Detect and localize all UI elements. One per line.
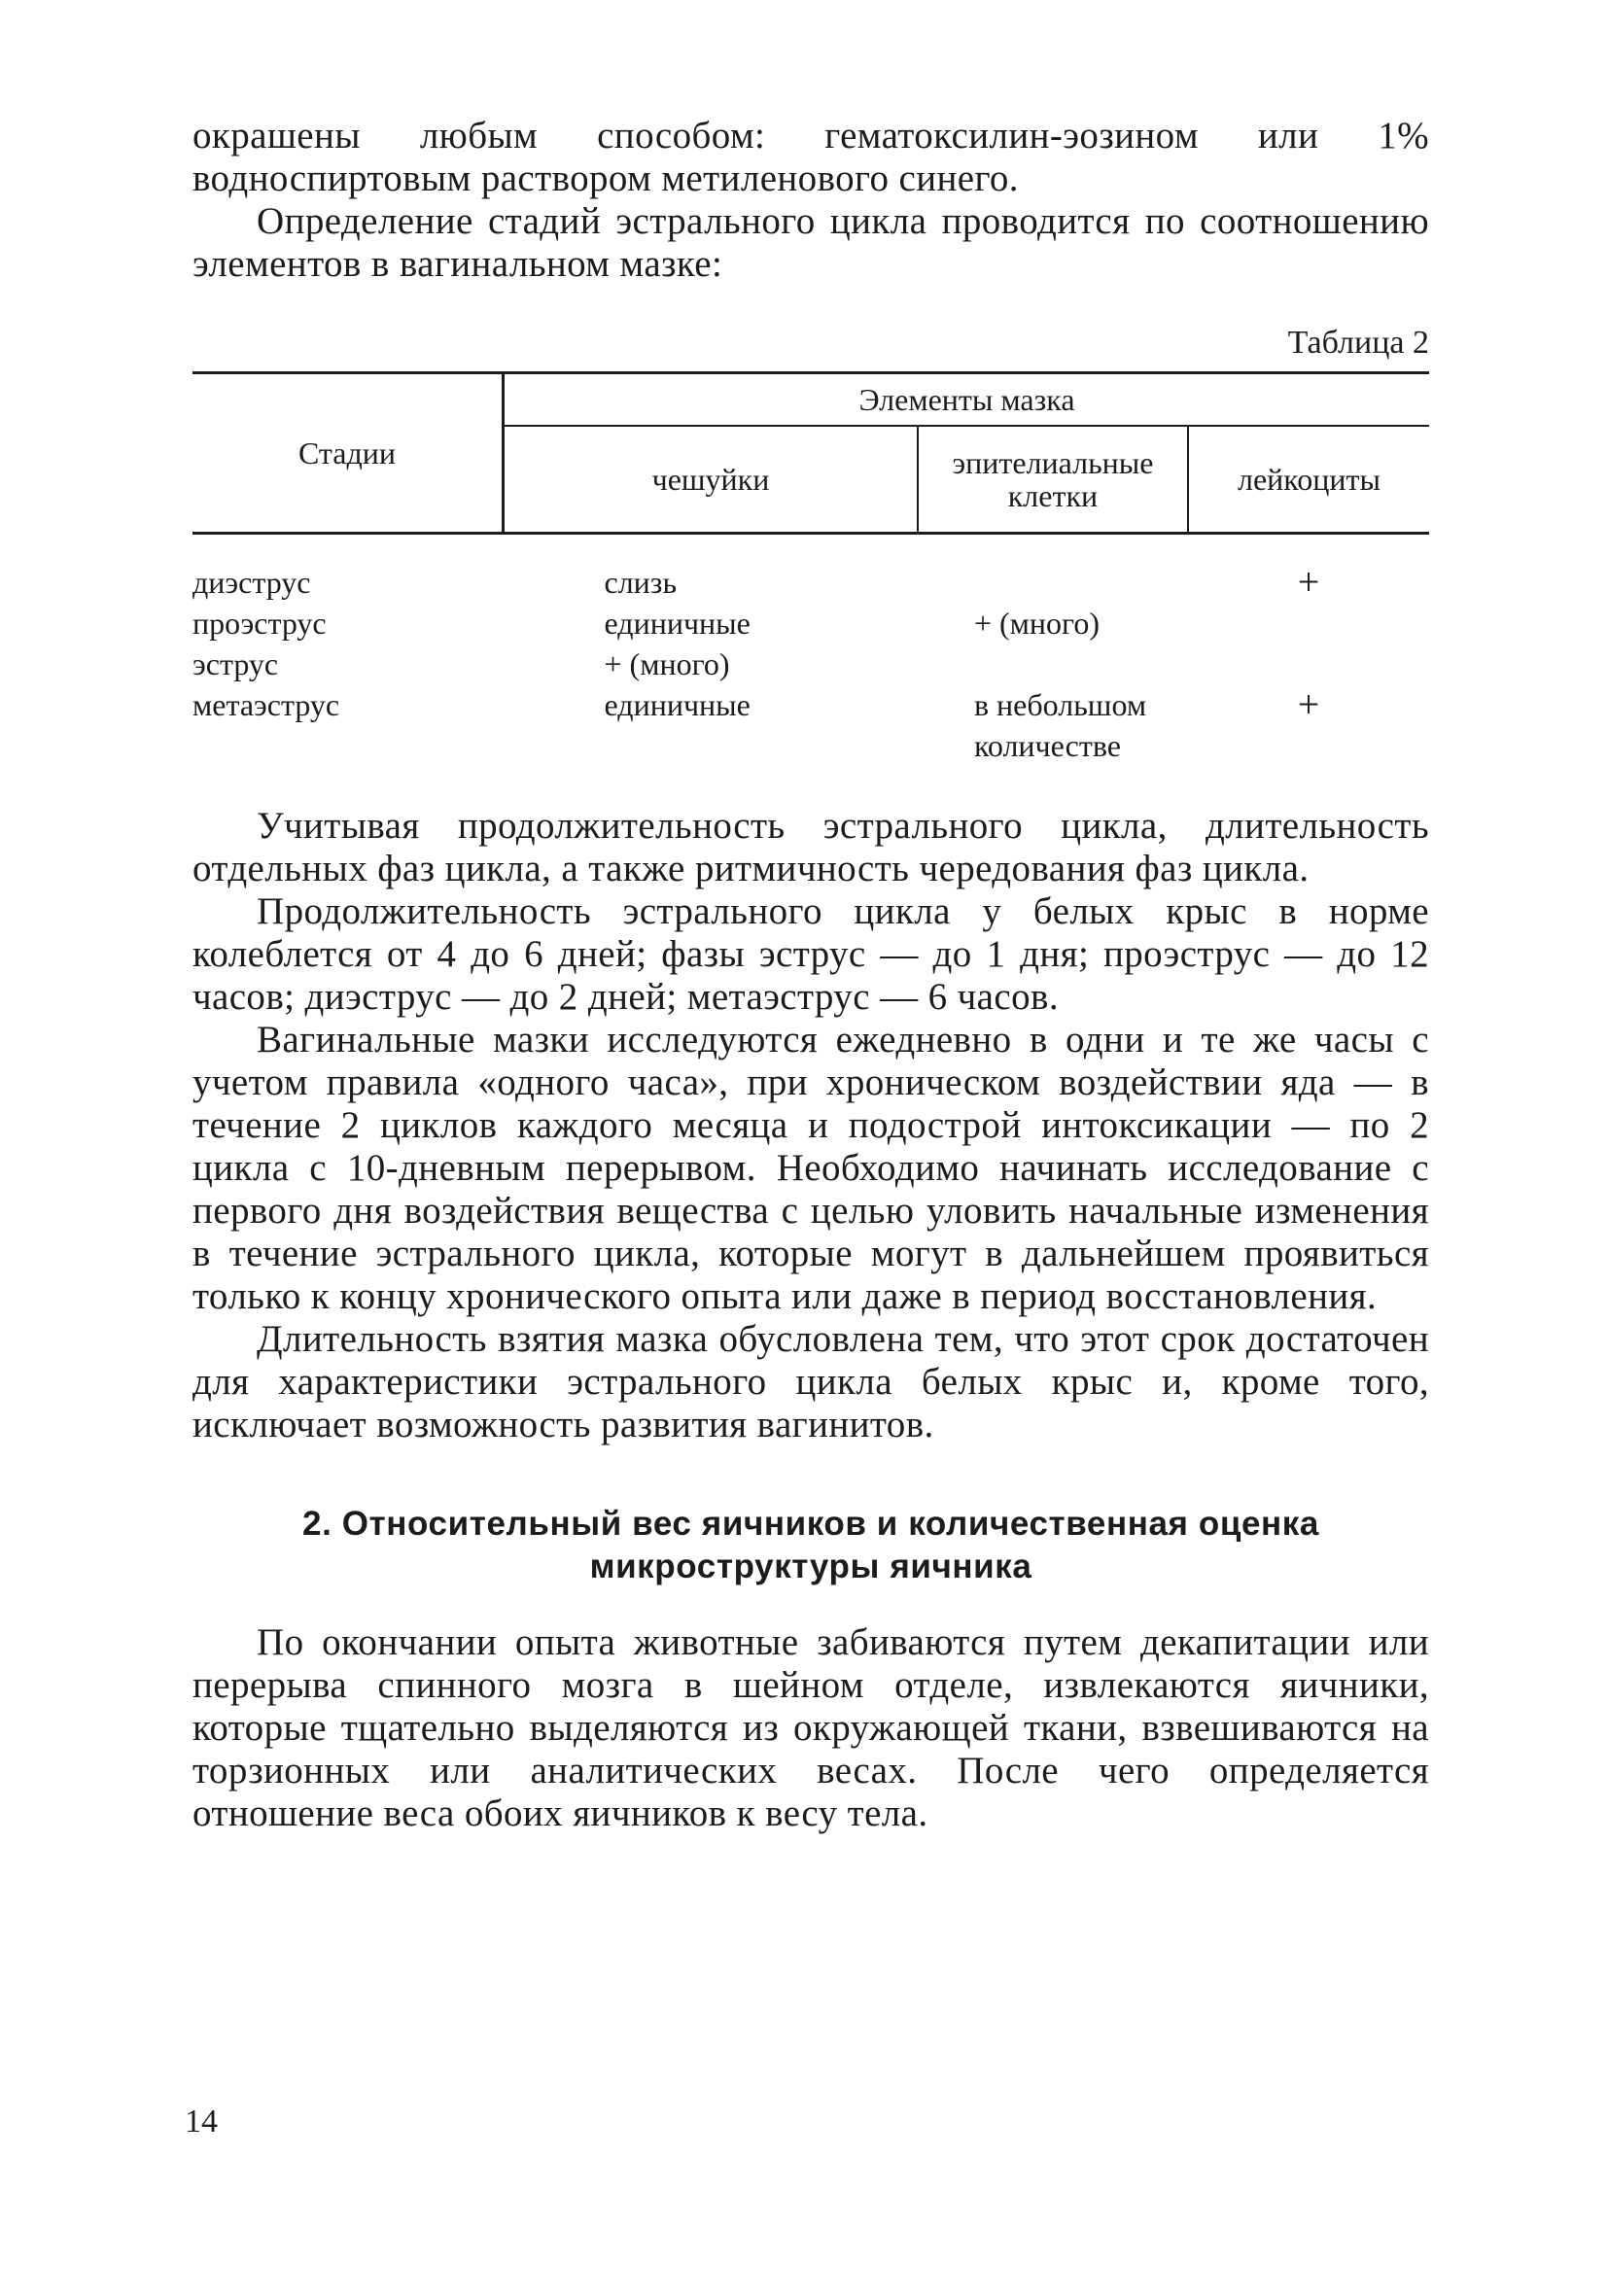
cell-leukocytes: [1188, 644, 1429, 684]
table-row: [192, 603, 1429, 644]
cell-scales: единичные: [604, 606, 751, 641]
estrous-stages-table: [192, 371, 1429, 766]
table-caption: Таблица 2: [1287, 325, 1429, 361]
header-epithelial-cells: эпителиальные клетки: [918, 426, 1188, 534]
section-heading-line-1: 2. Относительный вес яичников и количественная оценка: [302, 1505, 1319, 1543]
paragraph-ovary-extraction: По окончании опыта животные забиваются путем декапитации или перерыва спинного мозга в шейном отделе, извлекаются яичники, которые тщательно выделяются из окружающей ткани, взвешиваются на торзионных или аналитических весах. После чего определяется отношение веса обоих яичников к весу тела.: [192, 1621, 1429, 1834]
cell-leukocytes: +: [1297, 560, 1320, 604]
section-heading-line-2: микроструктуры яичника: [589, 1548, 1032, 1585]
cell-epithelial: в небольшом количестве: [973, 687, 1147, 763]
paragraph-cycle-duration: Продолжительность эстрального цикла у белых крыс в норме колеблется от 4 до 6 дней; фазы эструс — до 1 дня; проэструс — до 12 часов; диэструс — до 2 дней; метаэструс — 6 часов.: [192, 890, 1429, 1018]
cell-stage: метаэструс: [192, 687, 340, 722]
paragraph-staining: окрашены любым способом: гематоксилин-эозином или 1% водноспиртовым раствором метиленового синего.: [192, 115, 1429, 199]
cell-stage: диэструс: [192, 565, 311, 600]
header-stages: Стадии: [192, 373, 504, 534]
table-row: [192, 684, 1429, 766]
header-smear-elements: Элементы мазка: [504, 373, 1430, 427]
header-leukocytes: лейкоциты: [1188, 426, 1429, 534]
cell-epithelial: [918, 644, 1188, 684]
paragraph-daily-smears: Вагинальные мазки исследуются ежедневно в одни и те же часы с учетом правила «одного часа», при хроническом воздействии яда — в течение 2 циклов каждого месяца и подострой интоксикации — по 2 цикла с 10-дневным перерывом. Необходимо начинать исследование с первого дня воздействия вещества с целью уловить начальные изменения в течение эстрального цикла, которые могут в дальнейшем проявиться только к концу хронического опыта или даже в период восстановления.: [192, 1019, 1429, 1317]
table-row: [192, 644, 1429, 684]
paragraph-stage-definition: Определение стадий эстрального цикла проводится по соотношению элементов в вагинальном мазке:: [192, 200, 1429, 285]
header-scales: чешуйки: [504, 426, 918, 534]
paragraph-considering: Учитывая продолжительность эстрального цикла, длительность отдельных фаз цикла, а также ритмичность чередования фаз цикла.: [192, 805, 1429, 889]
cell-stage: проэструс: [192, 606, 327, 641]
cell-leukocytes: [1188, 603, 1429, 644]
cell-stage: эструс: [192, 646, 279, 681]
cell-epithelial: [918, 534, 1188, 604]
cell-scales: единичные: [604, 687, 751, 722]
cell-scales: слизь: [604, 565, 678, 600]
cell-scales: + (много): [604, 646, 730, 681]
document-page: [192, 115, 1429, 1835]
section-heading: [192, 1503, 1429, 1588]
cell-epithelial: + (много): [973, 606, 1100, 641]
cell-leukocytes: +: [1297, 682, 1320, 726]
table-row: [192, 534, 1429, 604]
page-number: 14: [185, 2104, 218, 2139]
paragraph-smear-duration: Длительность взятия мазка обусловлена тем, что этот срок достаточен для характеристики эстрального цикла белых крыс и, кроме того, исключает возможность развития вагинитов.: [192, 1318, 1429, 1445]
